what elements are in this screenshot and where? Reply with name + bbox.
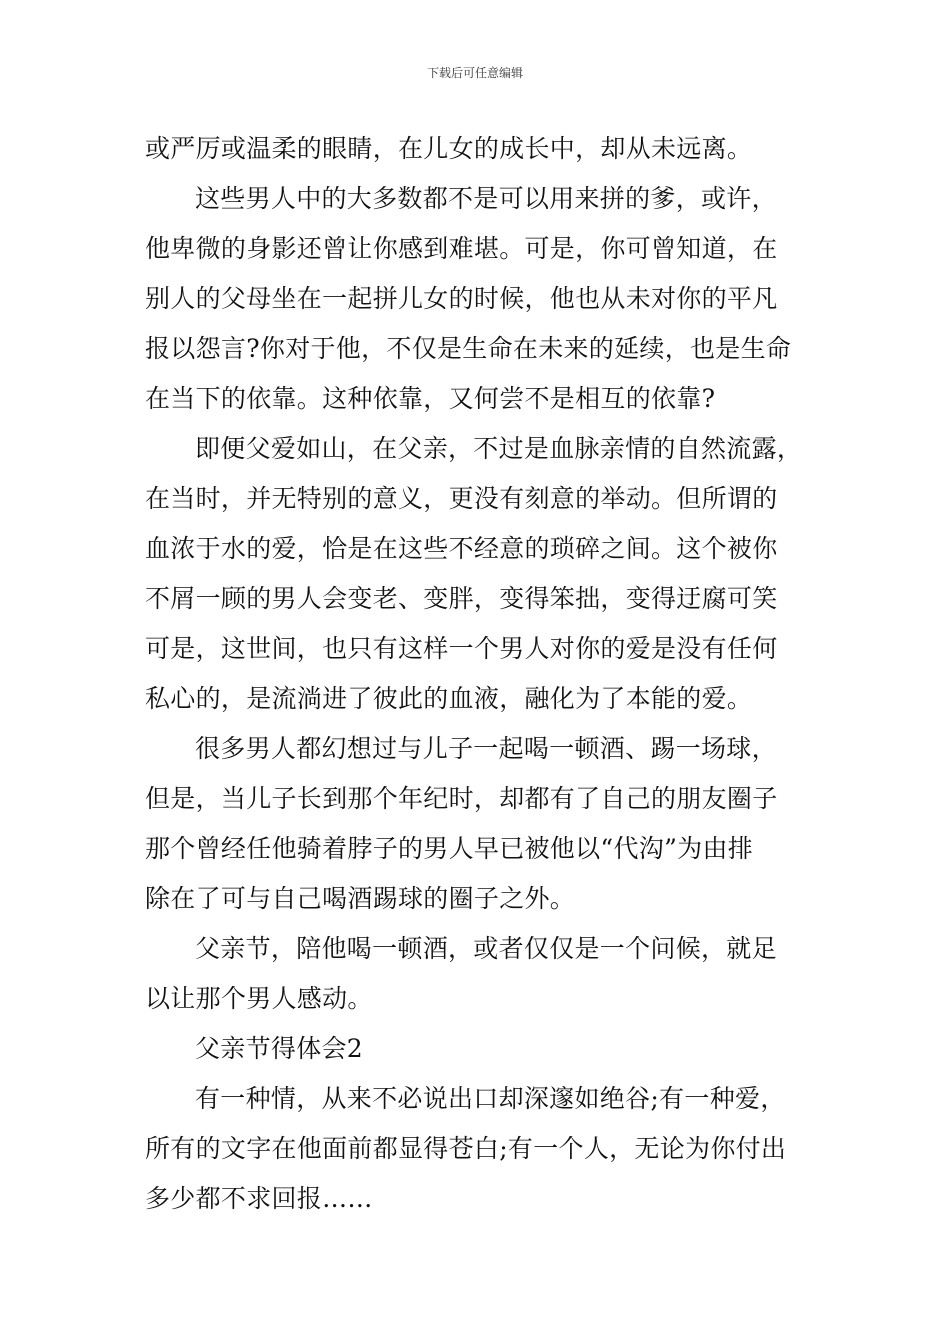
text-line: 私心的，是流淌进了彼此的血液，融化为了本能的爱。 xyxy=(145,684,753,713)
document-body xyxy=(145,124,825,1224)
text-line: 在当时，并无特别的意义，更没有刻意的举动。但所谓的 xyxy=(145,484,778,513)
text-line: 在当下的依靠。这种依靠，又何尝不是相互的依靠? xyxy=(145,384,716,413)
text-line: 但是，当儿子长到那个年纪时，却都有了自己的朋友圈子 xyxy=(145,784,778,813)
text-line: 多少都不求回报…… xyxy=(145,1184,373,1213)
text-line: 除在了可与自己喝酒踢球的圈子之外。 xyxy=(145,884,576,913)
text-line: 不屑一顾的男人会变老、变胖，变得笨拙，变得迂腐可笑 xyxy=(145,584,778,613)
text-line: 很多男人都幻想过与儿子一起喝一顿酒、踢一场球， xyxy=(195,734,777,763)
text-line: 所有的文字在他面前都显得苍白;有一个人，无论为你付出 xyxy=(145,1134,787,1163)
text-line: 可是，这世间，也只有这样一个男人对你的爱是没有任何 xyxy=(145,634,778,663)
text-line: 他卑微的身影还曾让你感到难堪。可是，你可曾知道，在 xyxy=(145,234,778,263)
text-line: 别人的父母坐在一起拼儿女的时候，他也从未对你的平凡 xyxy=(145,284,778,313)
text-line: 报以怨言?你对于他，不仅是生命在未来的延续，也是生命 xyxy=(145,334,792,363)
page-header: 下载后可任意编辑 xyxy=(426,66,523,80)
text-line: 父亲节，陪他喝一顿酒，或者仅仅是一个问候，就足 xyxy=(195,934,777,963)
text-line: 即便父爱如山，在父亲，不过是血脉亲情的自然流露， xyxy=(195,434,803,463)
text-line: 血浓于水的爱，恰是在这些不经意的琐碎之间。这个被你 xyxy=(145,534,778,563)
text-line: 或严厉或温柔的眼睛，在儿女的成长中，却从未远离。 xyxy=(145,134,753,163)
text-line: 那个曾经任他骑着脖子的男人早已被他以“代沟”为由排 xyxy=(145,834,754,863)
text-line: 有一种情，从来不必说出口却深邃如绝谷;有一种爱， xyxy=(195,1084,786,1113)
text-line: 以让那个男人感动。 xyxy=(145,984,373,1013)
section-heading: 父亲节得体会2 xyxy=(195,1034,364,1063)
text-line: 这些男人中的大多数都不是可以用来拼的爹，或许， xyxy=(195,184,777,213)
